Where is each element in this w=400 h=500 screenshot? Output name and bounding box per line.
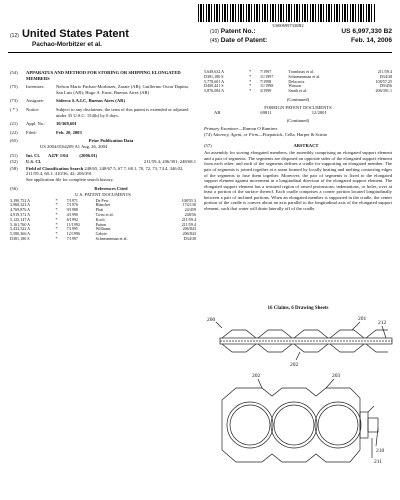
field-21: (21) Appl. No.: 10/368,601 <box>10 121 196 127</box>
us-reference-cell: Blanchet <box>95 202 111 208</box>
continued-reference-cell: * <box>249 78 252 84</box>
us-reference-cell: 24/459 <box>184 207 196 213</box>
right-column <box>204 70 392 212</box>
side-view-drawing <box>220 330 392 352</box>
application-number: 10/368,601 <box>56 121 77 127</box>
continued-reference-cell: Wasson <box>288 83 302 89</box>
patent-date-row: (45) Date of Patent: Feb. 14, 2006 <box>210 37 392 44</box>
patent-title-line: (12) United States Patent <box>10 28 129 40</box>
continued-reference-cell: Schneuneman et al. <box>288 73 321 79</box>
us-reference-cell: 5,161,760 A <box>10 221 31 227</box>
continued-reference-cell: D400,441 S <box>204 83 224 89</box>
us-reference-cell: * <box>55 197 58 203</box>
continued-note: (Continued) <box>286 96 310 102</box>
us-reference-cell: 5,433,522 A <box>10 226 31 232</box>
continued-reference-cell: Delacroix <box>288 78 305 84</box>
continued-reference-row <box>204 89 392 94</box>
foreign-continued: (Continued) <box>286 117 310 123</box>
patent-kind: United States Patent <box>21 28 129 40</box>
continued-reference-cell: Smith et al. <box>288 88 308 94</box>
us-reference-cell: * <box>55 236 58 242</box>
us-reference-cell: 108/55.3 <box>181 197 196 203</box>
us-reference-cell: 248/56 <box>184 212 196 218</box>
continued-reference-cell: 5,778,601 A <box>204 78 225 84</box>
us-reference-cell: 174/130 <box>182 202 196 208</box>
us-reference-cell: D34/38 <box>183 236 196 242</box>
continued-reference-cell: 3/1999 <box>259 88 272 94</box>
ref-num-211: 211 <box>374 459 383 465</box>
us-reference-cell: 9/1988 <box>66 207 78 213</box>
continued-reference-cell: 211/59.4 <box>377 69 392 74</box>
continued-reference-cell: * <box>249 69 252 74</box>
inventors: Nelson Mario Pachao-Morbitzer, Zarate (AR); Guillermo Oscar Dapino, San Luis (AR); Hugo A. Ernst, Buenos Aires (AR) <box>56 84 190 95</box>
ref-num-200: 200 <box>207 317 216 323</box>
classification-search: 248/65, 248/67.5, 67.7, 68.1, 70, 72, 73, 74.4, 346.02, 211/59.4, 60.1; 410/36, 42; 206/391 <box>26 165 184 177</box>
us-docs-title: U.S. PATENT DOCUMENTS <box>75 192 131 198</box>
ref-num-202-a: 202 <box>290 362 299 368</box>
us-reference-cell: * <box>55 226 58 232</box>
us-reference-cell: 5,125,147 A <box>10 216 31 222</box>
us-reference-cell: 206/843 <box>182 231 196 237</box>
patent-date: Feb. 14, 2006 <box>350 37 392 44</box>
continued-reference-cell: 5,649,632 A <box>204 69 225 74</box>
assignee: Siderca S.A.I.C, Buenos Aires (AR) <box>56 98 125 104</box>
field-51: (51) Int. Cl. A47F 1/04 (2006.01) <box>10 153 196 159</box>
field-54: (54) APPARATUS AND METHOD FOR STORING OR SHIPPING ELONGATED MEMBERS <box>10 70 196 81</box>
continued-reference-cell: Trombitas et al. <box>288 69 315 74</box>
continued-reference-cell: * <box>249 83 252 89</box>
header-rule <box>8 52 392 53</box>
us-reference-cell: * <box>55 221 58 227</box>
foreign-doc-row: AR 69811 12/2001 <box>214 110 327 116</box>
continued-reference-cell: 206/391.1 <box>375 88 392 94</box>
ref-num-210: 210 <box>376 448 385 454</box>
barcode <box>198 4 376 22</box>
us-reference-row <box>10 237 196 242</box>
us-cl: 211/59.4; 206/391; 248/68.1 <box>143 159 196 165</box>
field-58: (58) Field of Classification Search 248/65, 248/67.5, 67.7, 68.1, 70, 72, 73, 74.4, 346.02, 211/59.4, 60.1; 410/36, 42; 206/391 <box>10 165 184 177</box>
field-notice: ( * ) Notice: Subject to any disclaimer, the term of this patent is extended or adjusted under 35 U.S.C. 154(b) by 0 days. <box>10 107 196 118</box>
us-reference-cell: Twist et al. <box>95 212 114 218</box>
us-reference-cell: 211/59.4 <box>181 221 196 227</box>
filed-date: Feb. 20, 2003 <box>56 129 82 135</box>
invention-title: APPARATUS AND METHOD FOR STORING OR SHIPPING ELONGATED MEMBERS <box>26 70 181 81</box>
continued-reference-cell: 11/1998 <box>259 83 274 89</box>
field-52: (52) U.S. Cl. 211/59.4; 206/391; 248/68.1 <box>10 159 196 165</box>
us-reference-cell: * <box>55 202 58 208</box>
inventor-line: Pachao-Morbitzer et al. <box>32 41 102 48</box>
int-cl: A47F 1/04 (2006.01) <box>48 152 98 158</box>
cross-section-drawing <box>222 388 378 462</box>
us-reference-cell: 206/843 <box>182 226 196 232</box>
abstract-text: An assembly for storing elongated members, the assembly comprising an elongated support element and a pair of segments. The segments are disposed on opposite sides of the elongated support element from each other, and each of the segments defines a cradle for supporting an elongated member. The pair of segments is joined together at a seam formed by locally heating and melting contacting edges of the segments to fuse them together. Moreover, the pair of segments is fixed to the elongated support element against movement in a longitudinal direction of the elongated support element. The elongated support element has a textured region of raised protrusions, indentations, or holes, over at least a portion of the surface thereof. Each cradle comprises a corner portion located longitudinally between a pair of inclined portions. When an elongated member is supported in the cradle, the center portion of the cradle is convex about an axis parallel to the longitudinal axis of the elongated support element, such that water will drain laterally off of the cradle. <box>204 150 392 212</box>
us-reference-cell: 4/1990 <box>66 212 78 218</box>
patent-header-right <box>210 28 392 46</box>
attorney: (74) Attorney, Agent, or Firm—Fitzpatrick, Cella, Harper & Scinto <box>204 131 328 137</box>
prior-publication: US 2004/0164209 A1 Aug. 26, 2004 <box>40 143 108 149</box>
continued-reference-cell: D9/456 <box>379 83 392 89</box>
continued-reference-cell: 7/1998 <box>259 78 272 84</box>
abstract-heading: (57) ABSTRACT <box>204 142 319 148</box>
us-reference-cell: Koch <box>95 216 105 222</box>
us-reference-cell: * <box>55 212 58 218</box>
continued-reference-cell: 7/1997 <box>259 69 272 74</box>
us-reference-cell: * <box>55 216 58 222</box>
continued-reference-cell: D381,180 S <box>204 73 224 79</box>
continued-reference-cell: * <box>249 73 252 79</box>
us-reference-cell: * <box>55 231 58 237</box>
us-reference-cell: * <box>55 207 58 213</box>
us-reference-cell: Gebrie <box>95 231 107 237</box>
continued-references-table <box>204 70 392 94</box>
continued-reference-cell: D34/38 <box>379 73 392 79</box>
claims-drawings-label: 16 Claims, 6 Drawing Sheets <box>267 306 329 311</box>
us-reference-cell: 7/1997 <box>66 236 78 242</box>
us-reference-cell: 7/1995 <box>66 226 78 232</box>
ref-num-201: 201 <box>358 316 367 322</box>
bibliographic-column <box>10 70 196 242</box>
us-reference-cell: 3,968,323 A <box>10 202 31 208</box>
patent-number: US 6,997,330 B2 <box>341 28 392 35</box>
us-reference-cell: De Pew <box>95 197 109 203</box>
foreign-docs-title: FOREIGN PATENT DOCUMENTS <box>264 104 332 110</box>
primary-examiner: Primary Examiner—Ramon O Ramirez <box>204 126 278 132</box>
field-73: (73) Assignee: Siderca S.A.I.C, Buenos Aires (AR) <box>10 98 196 104</box>
field-75: (75) Inventors: Nelson Mario Pachao-Morbitzer, Zarate (AR); Guillermo Oscar Dapino, San Luis (AR); Hugo A. Ernst, Buenos Aires (AR) <box>10 84 196 95</box>
patent-header-left <box>10 28 205 48</box>
us-reference-cell: 211/59.4 <box>181 216 196 222</box>
us-reference-cell: 7/1971 <box>66 197 78 203</box>
patent-number-row: (10) Patent No.: US 6,997,330 B2 <box>210 28 392 35</box>
continued-reference-cell: * <box>249 88 252 94</box>
us-reference-cell: 11/1992 <box>66 221 80 227</box>
us-reference-cell: Schneuneman et al. <box>95 236 128 242</box>
us-references-table <box>10 199 196 242</box>
us-reference-cell: Platt <box>95 207 104 213</box>
ref-num-203: 203 <box>332 373 341 379</box>
continued-reference-cell: 5,876,084 A <box>204 88 225 94</box>
barcode-number: US006997330B2 <box>272 23 304 28</box>
continued-reference-cell: 108/57.25 <box>375 78 392 84</box>
us-reference-cell: Williams <box>95 226 111 232</box>
us-reference-cell: D381,180 S <box>10 236 30 242</box>
ref-num-212: 212 <box>378 320 387 326</box>
us-reference-cell: 5,580,366 A <box>10 231 31 237</box>
field-22: (22) Filed: Feb. 20, 2003 <box>10 130 196 136</box>
us-reference-cell: Patton <box>95 221 107 227</box>
us-reference-cell: 6/1992 <box>66 216 78 222</box>
field-56: (56) References Cited <box>10 185 128 191</box>
us-reference-cell: 4,919,372 A <box>10 212 31 218</box>
us-reference-cell: 12/1996 <box>66 231 81 237</box>
field-65: (65) Prior Publication Data <box>10 138 134 144</box>
search-note: See application file for complete search history. <box>26 176 114 182</box>
ref-num-202-b: 202 <box>252 373 261 379</box>
us-reference-cell: 4,769,876 A <box>10 207 31 213</box>
notice: Subject to any disclaimer, the term of this patent is extended or adjusted under 35 U.S.C. 154(b) by 0 days. <box>56 106 189 118</box>
us-reference-cell: 3,190,752 A <box>10 197 31 203</box>
us-reference-cell: 7/1976 <box>66 202 78 208</box>
continued-reference-cell: 11/1997 <box>259 73 274 79</box>
